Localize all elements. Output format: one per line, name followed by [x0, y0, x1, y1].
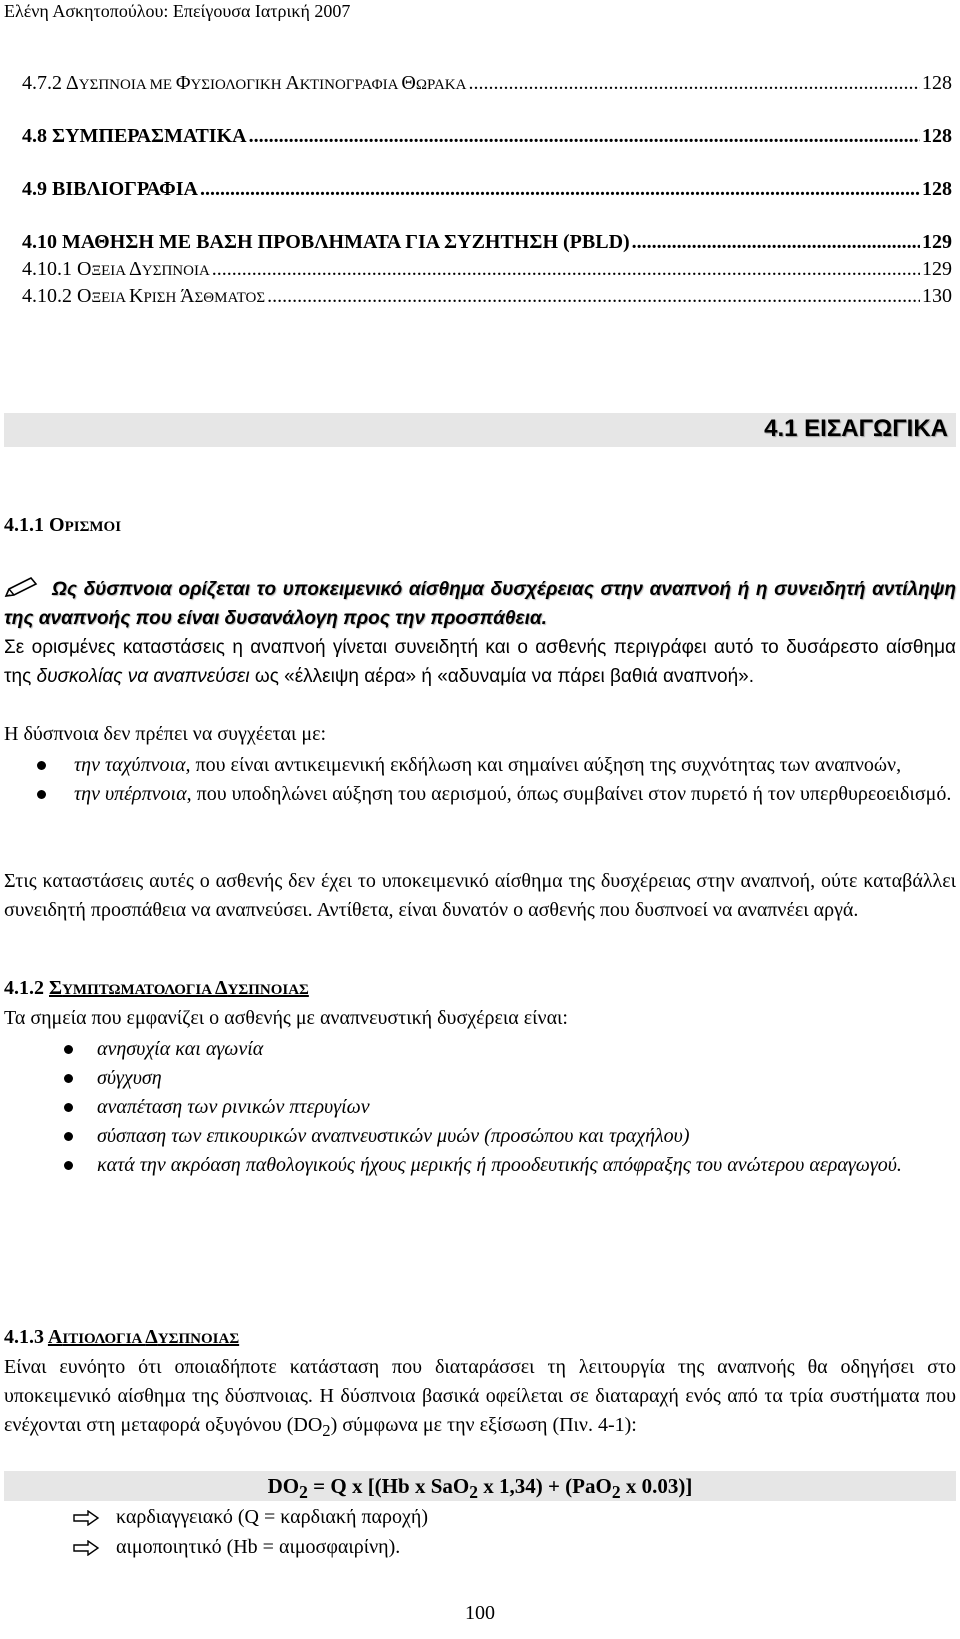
arrow-list: [4, 1502, 428, 1562]
toc-page-number: 129: [922, 231, 952, 253]
chapter-title: 4.1 ΕΙΣΑΓΩΓΙΚΑ: [764, 415, 948, 442]
bullet-list: [4, 751, 956, 809]
section-heading-4-1-3: 4.1.3 ΑΙΤΙΟΛΟΓΙΑ ΔΥΣΠΝΟΙΑΣ: [4, 1326, 240, 1348]
arrow-right-icon: [72, 1510, 100, 1526]
toc-leader: [249, 125, 920, 148]
bullet-icon: [64, 1103, 73, 1112]
toc-leader: [200, 178, 920, 201]
bullet-icon: [64, 1045, 73, 1054]
arrow-right-icon: [72, 1540, 100, 1556]
toc-leader: [632, 231, 920, 254]
toc-entry[interactable]: 4.10.2 ΟΞΕΙΑ ΚΡΙΣΗ ΆΣΘΜΑΤΟΣ ..... 130: [22, 285, 952, 311]
list-item: κατά την ακρόαση παθολογικούς ήχους μερικής ή προοδευτικής απόφραξης του ανώτερου αεραγωγού.: [4, 1151, 956, 1180]
pencil-icon: [4, 576, 38, 598]
list-item: ανησυχία και αγωνία: [4, 1035, 956, 1064]
list-item: αιμοποιητικό (Hb = αιμοσφαιρίνη).: [4, 1532, 428, 1562]
toc-entry[interactable]: 4.10.1 ΟΞΕΙΑ ΔΥΣΠΝΟΙΑ ..... 129: [22, 258, 952, 284]
list-item: την ταχύπνοια, που είναι αντικειμενική εκδήλωση και σημαίνει αύξηση της συχνότητας των αναπνοών,: [4, 751, 956, 780]
bullet-icon: [64, 1074, 73, 1083]
section-heading-4-1-1: 4.1.1 ΟΡΙΣΜΟΙ: [4, 514, 122, 536]
chapter-heading-bar: [4, 413, 956, 447]
page-number: 100: [465, 1602, 495, 1624]
toc-leader: [212, 258, 920, 281]
toc-entry[interactable]: 4.7.2 ΔΥΣΠΝΟΙΑ ΜΕ ΦΥΣΙΟΛΟΓΙΚΗ ΑΚΤΙΝΟΓΡΑΦΙΑ ΘΩΡΑΚΑ ..... 128: [22, 72, 952, 98]
toc-page-number: 128: [922, 125, 952, 147]
toc-page-number: 128: [922, 178, 952, 200]
toc-entry[interactable]: 4.8 ΣΥΜΠΕΡΑΣΜΑΤΙΚΑ ..... 128: [22, 125, 952, 151]
list-item: καρδιαγγειακό (Q = καρδιακή παροχή): [4, 1502, 428, 1532]
definition-paragraph: Ως δύσπνοια ορίζεται το υποκειμενικό αίσθημα δυσχέρειας στην αναπνοή ή η συνειδητή αντίληψη της αναπνοής που είναι δυσανάλογη προς την προσπάθεια.: [4, 575, 956, 633]
paragraph: Τα σημεία που εμφανίζει ο ασθενής με αναπνευστική δυσχέρεια είναι:: [4, 1007, 568, 1029]
bullet-icon: [64, 1132, 73, 1141]
toc-page-number: 129: [922, 258, 952, 280]
toc-page-number: 130: [922, 285, 952, 307]
bullet-icon: [37, 790, 46, 799]
section-heading-4-1-2: 4.1.2 ΣΥΜΠΤΩΜΑΤΟΛΟΓΙΑ ΔΥΣΠΝΟΙΑΣ: [4, 977, 309, 999]
toc-leader: [468, 72, 920, 95]
intro-paragraph: Σε ορισμένες καταστάσεις η αναπνοή γίνεται συνειδητή και ο ασθενής περιγράφει αυτό το δυσάρεστο αίσθημα της δυσκολίας να αναπνεύσει ως «έλλειψη αέρα» ή «αδυναμία να πάρει βαθιά αναπνοή».: [4, 637, 956, 687]
toc-leader: [267, 285, 920, 308]
list-item: την υπέρπνοια, που υποδηλώνει αύξηση του αερισμού, όπως συμβαίνει στον πυρετό ή τον υπερθυρεοειδισμό.: [4, 780, 956, 809]
page-header: Ελένη Ασκητοπούλου: Επείγουσα Ιατρική 2007: [4, 1, 351, 21]
bullet-icon: [64, 1161, 73, 1170]
list-item: σύσπαση των επικουρικών αναπνευστικών μυών (προσώπου και τραχήλου): [4, 1122, 956, 1151]
toc-entry[interactable]: 4.10 ΜΑΘΗΣΗ ΜΕ ΒΑΣΗ ΠΡΟΒΛΗΜΑΤΑ ΓΙΑ ΣΥΖΗΤΗΣΗ (PBLD) ..... 129: [22, 231, 952, 257]
toc-entry[interactable]: 4.9 ΒΙΒΛΙΟΓΡΑΦΙΑ ..... 128: [22, 178, 952, 204]
toc-page-number: 128: [922, 72, 952, 94]
bullet-list: [4, 1035, 956, 1180]
list-item: αναπέταση των ρινικών πτερυγίων: [4, 1093, 956, 1122]
paragraph: Είναι ευνόητο ότι οποιαδήποτε κατάσταση που διαταράσσει τη λειτουργία της αναπνοής θα οδηγήσει στο υποκειμενικό αίσθημα της δύσπνοιας. Η δύσπνοια βασικά οφείλεται σε διαταραχή ενός από τα τρία συστήματα που ενέχονται στη μεταφορά οξυγόνου $(DO_2)$ σύμφωνα με την εξίσωση (Πιν. 4-1):: [4, 1356, 956, 1440]
equation: $DO_2 = Q$ x [(Hb x SaO$_2$ x 1,34) + (PaO$_2$ x 0.03)]: [4, 1471, 956, 1501]
paragraph: Στις καταστάσεις αυτές ο ασθενής δεν έχει το υποκειμενικό αίσθημα της δυσχέρειας στην αναπνοή, ούτε καταβάλλει συνειδητή προσπάθεια να αναπνεύσει. Αντίθετα, είναι δυνατόν ο ασθενής που δυσπνοεί να αναπνέει αργά.: [4, 870, 956, 921]
paragraph: Η δύσπνοια δεν πρέπει να συγχέεται με:: [4, 723, 327, 745]
list-item: σύγχυση: [4, 1064, 956, 1093]
bullet-icon: [37, 761, 46, 770]
